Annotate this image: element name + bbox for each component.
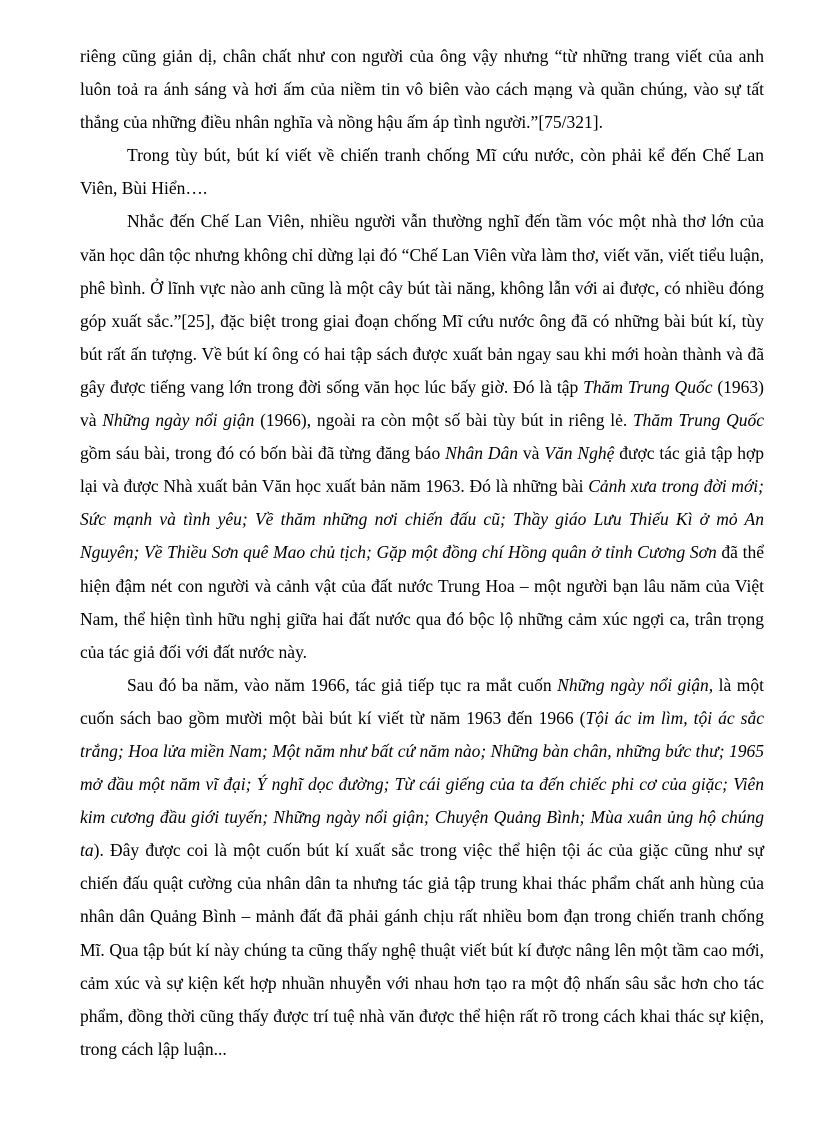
text-run: (1966), ngoài ra còn một số bài tùy bút in riêng lẻ.: [254, 410, 633, 431]
text-run: và: [518, 443, 545, 464]
text-run: ). Đây được coi là một cuốn bút kí xuất sắc trong việc thể hiện tội ác của giặc cũng như sự chiến đấu quật cường của nhân dân ta nhưng tác giả tập trung khai thác phẩm chất anh hùng của nhân dân Quảng Bình – mảnh đất đã phải gánh chịu rất nhiều bom đạn trong chiến tranh chống Mĩ. Qua tập bút kí này chúng ta cũng thấy nghệ thuật viết bút kí được nâng lên một tầm cao mới, cảm xúc và sự kiện kết hợp nhuần nhuyễn với nhau hơn tạo ra một độ nhấn sâu sắc hơn cho tác phẩm, đồng thời cũng thấy được trí tuệ nhà văn được thể hiện rất rõ trong cách khai thác sự kiện, trong cách lập luận...: [80, 840, 764, 1059]
paragraph-intro-authors: Trong tùy bút, bút kí viết về chiến tranh chống Mĩ cứu nước, còn phải kể đến Chế Lan Viên, Bùi Hiển….: [80, 145, 764, 199]
text-run: đã thể hiện đậm nét con người và cảnh vật của đất nước Trung Hoa – một người bạn lâu năm của Việt Nam, thể hiện tình hữu nghị giữa hai đất nước qua đó bộc lộ những cảm xúc ngợi ca, trân trọng của tác giả đối với đất nước này.: [80, 542, 764, 662]
essay-titles-list: Tội ác im lìm, tội ác sắc trắng; Hoa lửa miền Nam; Một năm như bất cứ năm nào; Những bàn chân, những bức thư; 1965 mở đầu một năm vĩ đại; Ý nghĩ dọc đường; Từ cái giếng của ta đến chiếc phi cơ của giặc; Viên kim cương đầu giới tuyến; Những ngày nổi giận; Chuyện Quảng Bình; Mùa xuân ủng hộ chúng ta: [80, 707, 764, 861]
paragraph-che-lan-vien: [80, 205, 764, 668]
paragraph-nhung-ngay-noi-gian: [80, 669, 764, 1066]
newspaper-title-nhan-dan: Nhân Dân: [445, 443, 519, 464]
essay-titles-list: Cảnh xưa trong đời mới; Sức mạnh và tình yêu; Về thăm những nơi chiến đấu cũ; Thầy giáo Lưu Thiếu Kì ở mỏ An Nguyên; Về Thiều Sơn quê Mao chủ tịch; Gặp một đồng chí Hồng quân ở tỉnh Cương Sơn: [80, 476, 764, 563]
paragraph-continuation: riêng cũng giản dị, chân chất như con người của ông vậy nhưng “từ những trang viết của anh luôn toả ra ánh sáng và hơi ấm của niềm tin vô biên vào cách mạng và quần chúng, vào sự tất thắng của những điều nhân nghĩa và nồng hậu ấm áp tình người.”[75/321].: [80, 46, 764, 133]
book-title-nhung-ngay-noi-gian: Những ngày nổi giận,: [557, 674, 714, 695]
text-run: Nhắc đến Chế Lan Viên, nhiều người vẫn thường nghĩ đến tầm vóc một nhà thơ lớn của văn học dân tộc nhưng không chỉ dừng lại đó “Chế Lan Viên vừa làm thơ, viết văn, viết tiểu luận, phê bình. Ở lĩnh vực nào anh cũng là một cây bút tài năng, không lẫn với ai được, có nhiều đóng góp xuất sắc.”[25], đặc biệt trong giai đoạn chống Mĩ cứu nước ông đã có những bài bút kí, tùy bút rất ấn tượng. Về bút kí ông có hai tập sách được xuất bản ngay sau khi mới hoàn thành và đã gây được tiếng vang lớn trong đời sống văn học lúc bấy giờ. Đó là tập: [80, 211, 764, 397]
text-run: Sau đó ba năm, vào năm 1966, tác giả tiếp tục ra mắt cuốn: [127, 674, 558, 695]
text-run: được tác giả tập hợp lại và được Nhà xuất bản Văn học xuất bản năm 1963. Đó là những bài: [80, 443, 764, 497]
text-run: gồm sáu bài, trong đó có bốn bài đã từng đăng báo: [80, 443, 446, 464]
text-run: (1963) và: [80, 376, 765, 431]
document-page: [80, 40, 764, 1066]
book-title-tham-trung-quoc: Thăm Trung Quốc: [583, 376, 713, 397]
book-title-nhung-ngay-noi-gian: Những ngày nổi giận: [102, 410, 255, 431]
newspaper-title-van-nghe: Văn Nghệ: [544, 443, 615, 464]
text-run: là một cuốn sách bao gồm mười một bài bút kí viết từ năm 1963 đến 1966 (: [80, 674, 765, 728]
book-title-tham-trung-quoc: Thăm Trung Quốc: [632, 410, 764, 431]
